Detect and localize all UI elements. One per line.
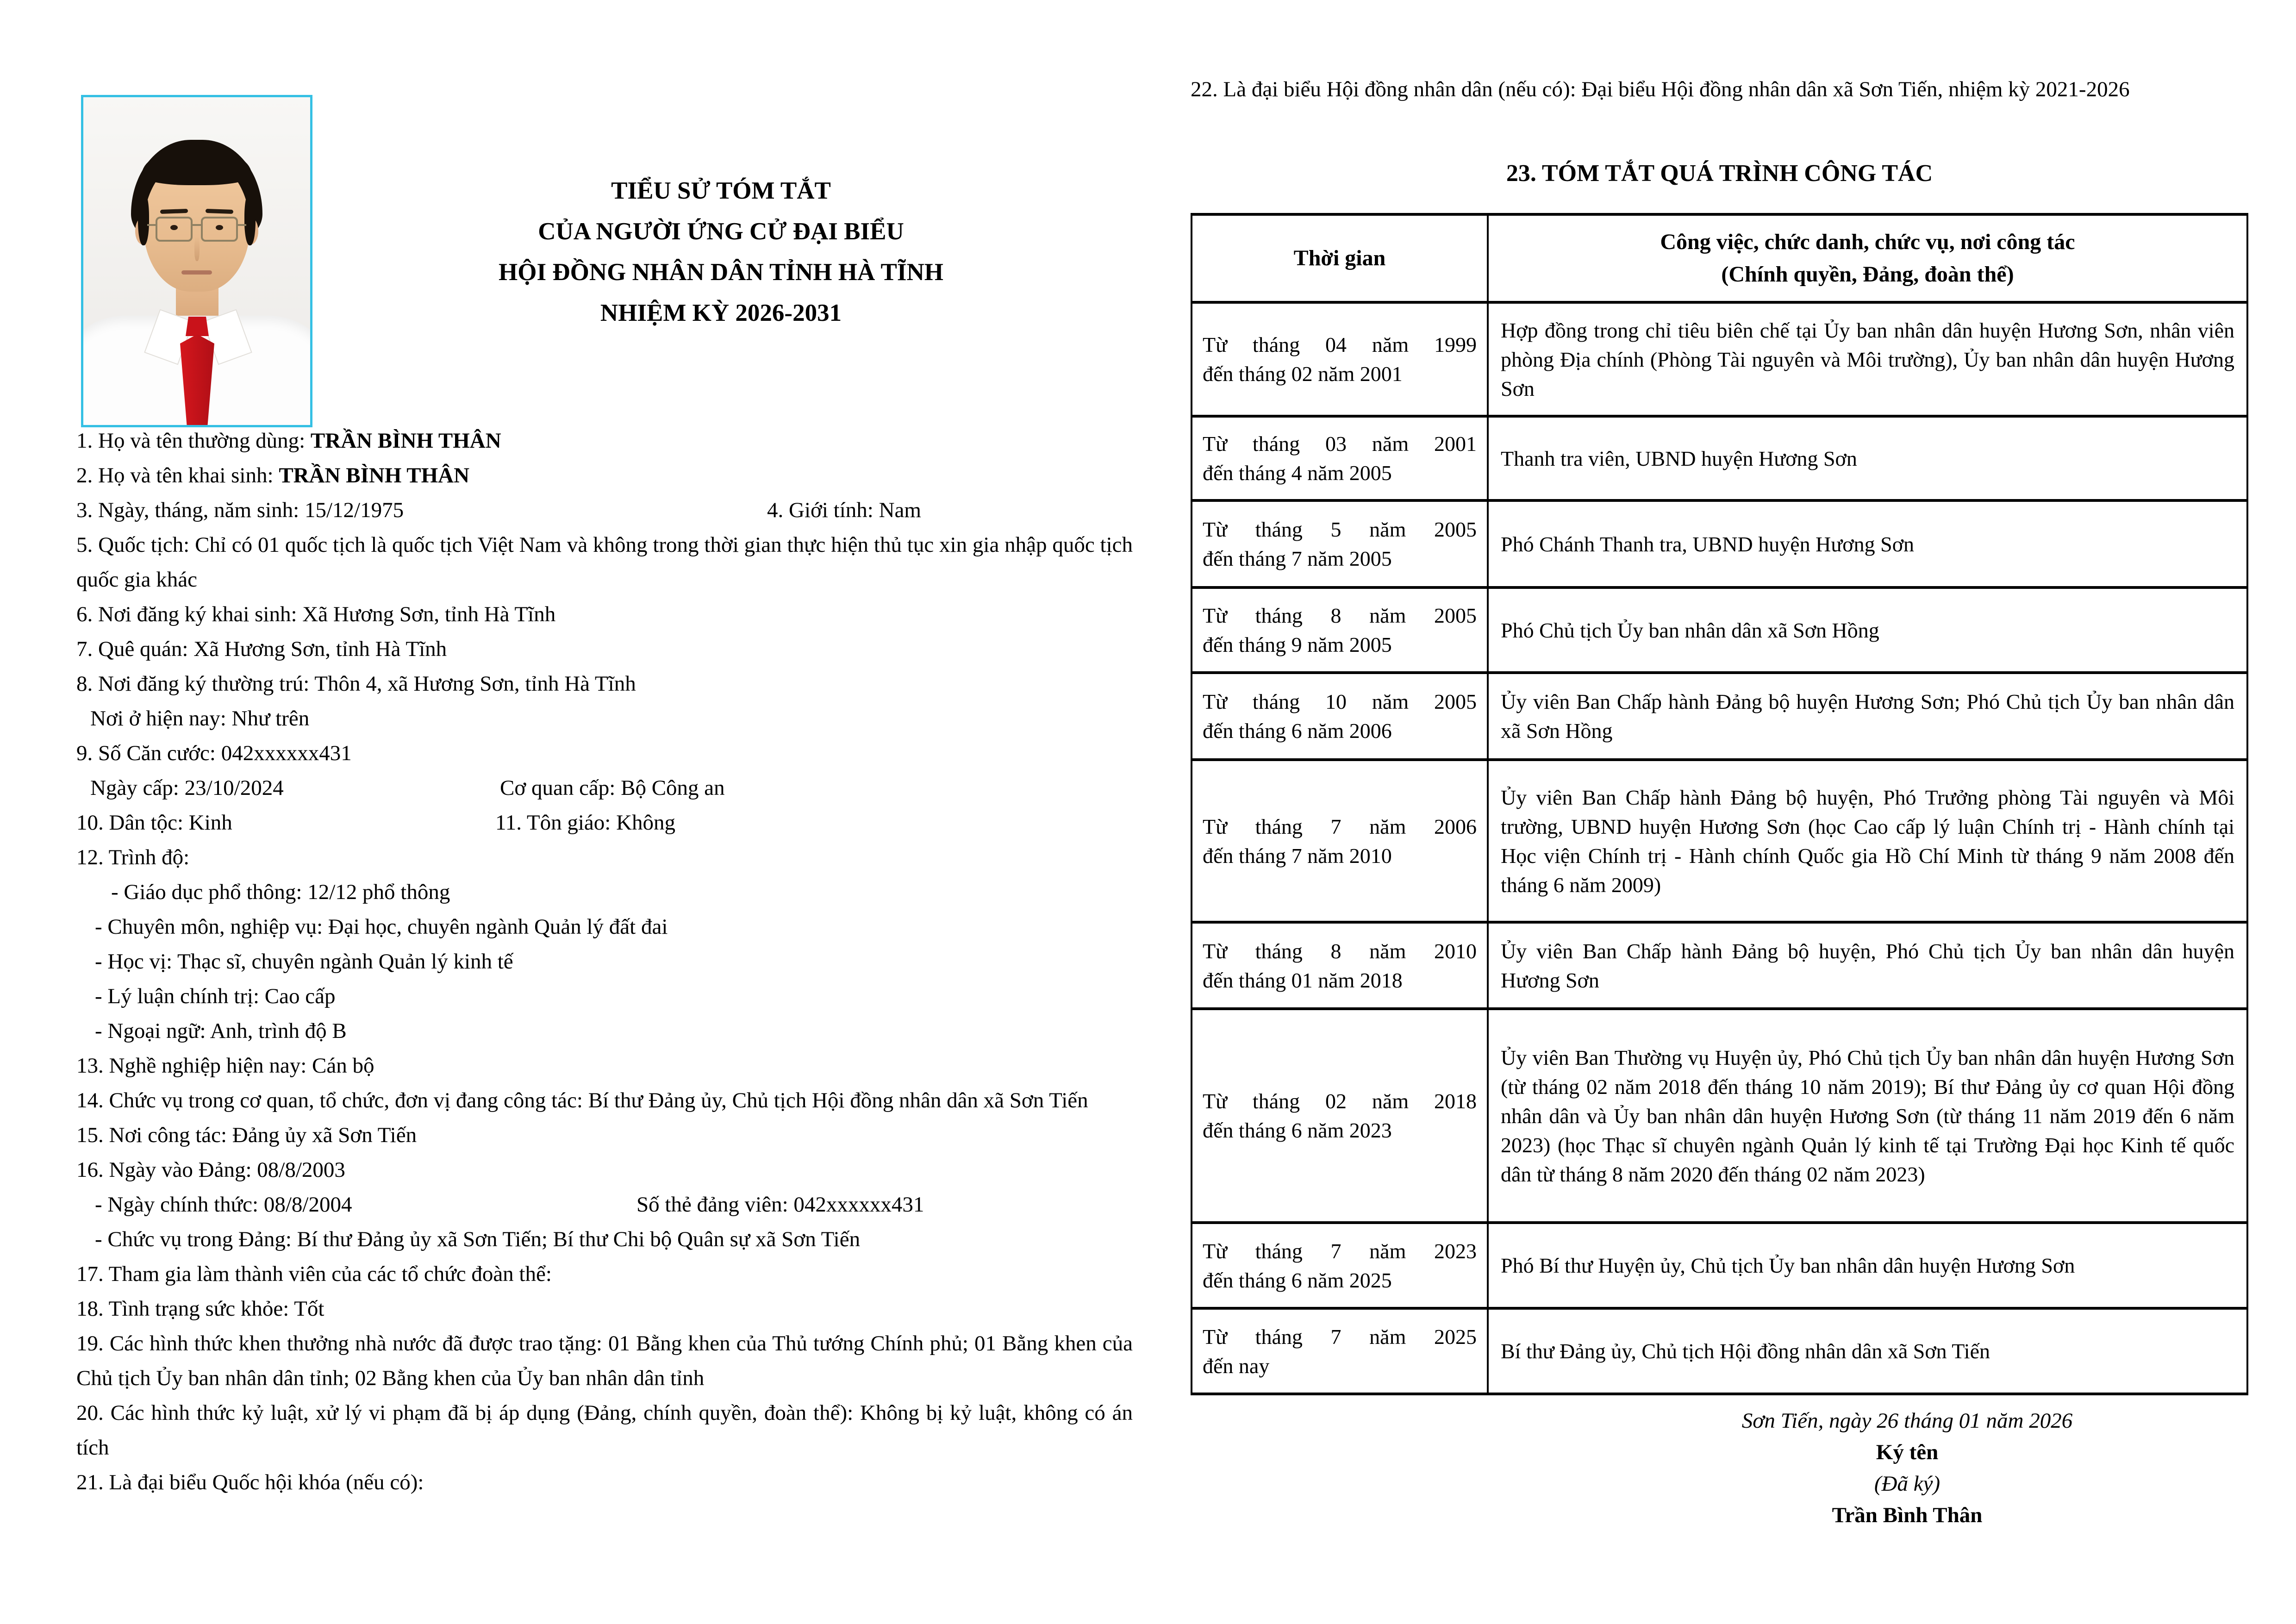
party-card-number: Số thẻ đảng viên: 042xxxxxx431	[636, 1193, 924, 1217]
career-time-cell	[1192, 1308, 1488, 1394]
portrait-eye-left	[170, 225, 178, 230]
item2-value: TRẦN BÌNH THÂN	[279, 463, 470, 487]
career-row	[1192, 1308, 2247, 1394]
profile-item-current-residence: Nơi ở hiện nay: Như trên	[90, 706, 310, 731]
time-line-2: đến tháng 02 năm 2001	[1203, 362, 1403, 386]
time-line-1: Từ tháng 03 năm 2001	[1203, 432, 1477, 456]
profile-item-party-position: - Chức vụ trong Đảng: Bí thư Đảng ủy xã Sơn Tiến; Bí thư Chi bộ Quân sự xã Sơn Tiến	[95, 1227, 861, 1251]
profile-item-birth-name	[76, 458, 1133, 493]
time-line-2: đến tháng 6 năm 2025	[1203, 1268, 1392, 1292]
portrait-hair-side-right	[244, 192, 256, 245]
profile-item-id-issue	[76, 771, 1133, 806]
career-time-cell	[1192, 1009, 1488, 1223]
portrait-tie-knot	[186, 317, 209, 336]
career-work-cell: Ủy viên Ban Chấp hành Đảng bộ huyện Hương Sơn; Phó Chủ tịch Ủy ban nhân dân xã Sơn Hồng	[1488, 673, 2247, 760]
signature-block	[1523, 1405, 2291, 1531]
career-time-cell	[1192, 587, 1488, 673]
profile-item-occupation: 13. Nghề nghiệp hiện nay: Cán bộ	[76, 1054, 374, 1078]
career-row	[1192, 760, 2247, 922]
profile-item-national-assembly: 21. Là đại biểu Quốc hội khóa (nếu có):	[76, 1470, 424, 1494]
time-line-2: đến tháng 6 năm 2023	[1203, 1118, 1392, 1142]
id-issue-agency: Cơ quan cấp: Bộ Công an	[500, 776, 725, 800]
profile-item-position: 14. Chức vụ trong cơ quan, tổ chức, đơn vị đang công tác: Bí thư Đảng ủy, Chủ tịch Hội đồng nhân dân xã Sơn Tiến	[76, 1088, 1088, 1112]
item4-gender: 4. Giới tính: Nam	[767, 498, 921, 522]
item3-dob: 3. Ngày, tháng, năm sinh: 15/12/1975	[76, 498, 404, 522]
item2-label: 2. Họ và tên khai sinh:	[76, 463, 279, 487]
profile-item-ethnic-religion	[76, 806, 1133, 840]
profile-item-birth-registration: 6. Nơi đăng ký khai sinh: Xã Hương Sơn, tỉnh Hà Tĩnh	[76, 602, 556, 626]
career-work-cell: Ủy viên Ban Chấp hành Đảng bộ huyện, Phó Trưởng phòng Tài nguyên và Môi trường, UBND huyện Hương Sơn (học Cao cấp lý luận Chính trị - Hành chính tại Học viện Chính trị - Hành chính Quốc gia Hồ Chí Minh từ tháng 9 năm 2008 đến tháng 6 năm 2009)	[1488, 760, 2247, 922]
signature-signer-name: Trần Bình Thân	[1832, 1503, 1983, 1527]
career-work-cell: Ủy viên Ban Chấp hành Đảng bộ huyện, Phó Chủ tịch Ủy ban nhân dân huyện Hương Sơn	[1488, 922, 2247, 1009]
time-line-2: đến tháng 01 năm 2018	[1203, 968, 1403, 992]
career-work-cell: Phó Bí thư Huyện ủy, Chủ tịch Ủy ban nhân dân huyện Hương Sơn	[1488, 1223, 2247, 1308]
item1-label: 1. Họ và tên thường dùng:	[76, 429, 311, 453]
col-header-time: Thời gian	[1192, 214, 1488, 302]
education-professional: - Chuyên môn, nghiệp vụ: Đại học, chuyên ngành Quản lý đất đai	[95, 915, 668, 939]
col-header-work	[1488, 214, 2247, 302]
time-line-1: Từ tháng 8 năm 2010	[1203, 939, 1477, 963]
profile-item-dob-gender	[76, 493, 1133, 528]
career-work-cell: Phó Chánh Thanh tra, UBND huyện Hương Sơn	[1488, 500, 2247, 587]
time-line-2: đến nay	[1203, 1354, 1270, 1378]
education-foreign-language: - Ngoại ngữ: Anh, trình độ B	[95, 1019, 347, 1043]
signature-sign-label: Ký tên	[1876, 1440, 1939, 1464]
career-time-cell	[1192, 416, 1488, 500]
education-political-theory: - Lý luận chính trị: Cao cấp	[95, 984, 336, 1008]
career-time-cell	[1192, 500, 1488, 587]
time-line-1: Từ tháng 7 năm 2023	[1203, 1239, 1477, 1263]
profile-item-education: 12. Trình độ:	[76, 845, 190, 869]
time-line-1: Từ tháng 8 năm 2005	[1203, 604, 1477, 627]
time-line-2: đến tháng 7 năm 2010	[1203, 843, 1392, 868]
career-time-cell	[1192, 1223, 1488, 1308]
profile-item-hometown: 7. Quê quán: Xã Hương Sơn, tỉnh Hà Tĩnh	[76, 637, 447, 661]
portrait-nose	[194, 236, 200, 261]
education-general: - Giáo dục phổ thông: 12/12 phổ thông	[111, 880, 450, 904]
career-table	[1191, 213, 2248, 1395]
time-line-2: đến tháng 6 năm 2006	[1203, 719, 1392, 743]
profile-item-permanent-residence: 8. Nơi đăng ký thường trú: Thôn 4, xã Hương Sơn, tỉnh Hà Tĩnh	[76, 672, 636, 696]
career-time-cell	[1192, 922, 1488, 1009]
time-line-2: đến tháng 9 năm 2005	[1203, 633, 1392, 656]
career-section-heading: 23. TÓM TẮT QUÁ TRÌNH CÔNG TÁC	[1506, 160, 1933, 187]
profile-item-awards: 19. Các hình thức khen thưởng nhà nước đã được trao tặng: 01 Bằng khen của Thủ tướng Chính phủ; 01 Bằng khen của Chủ tịch Ủy ban nhân dân tỉnh; 02 Bằng khen của Ủy ban nhân dân tỉnh	[76, 1331, 1133, 1390]
id-issue-date: Ngày cấp: 23/10/2024	[90, 776, 284, 800]
portrait-hair-side-left	[138, 192, 149, 245]
item11-religion: 11. Tôn giáo: Không	[495, 811, 676, 835]
time-line-1: Từ tháng 02 năm 2018	[1203, 1089, 1477, 1113]
profile-item-id-number: 9. Số Căn cước: 042xxxxxx431	[76, 741, 352, 765]
education-degree: - Học vị: Thạc sĩ, chuyên ngành Quản lý kinh tế	[95, 949, 513, 974]
career-time-cell	[1192, 760, 1488, 922]
title-line-1: TIỂU SỬ TÓM TẮT	[611, 177, 831, 204]
time-line-1: Từ tháng 7 năm 2025	[1203, 1324, 1477, 1349]
career-work-cell: Thanh tra viên, UBND huyện Hương Sơn	[1488, 416, 2247, 500]
signature-place-date: Sơn Tiến, ngày 26 tháng 01 năm 2026	[1741, 1409, 2073, 1433]
career-work-cell: Bí thư Đảng ủy, Chủ tịch Hội đồng nhân dân xã Sơn Tiến	[1488, 1308, 2247, 1394]
profile-item-workplace: 15. Nơi công tác: Đảng ủy xã Sơn Tiến	[76, 1123, 417, 1147]
profile-item-common-name	[76, 424, 1133, 458]
career-row	[1192, 1223, 2247, 1308]
portrait-illustration	[83, 97, 310, 425]
portrait-eye-right	[216, 225, 223, 230]
career-row	[1192, 1009, 2247, 1223]
signature-signed-note: (Đã ký)	[1874, 1472, 1940, 1496]
career-work-cell: Hợp đồng trong chỉ tiêu biên chế tại Ủy ban nhân dân huyện Hương Sơn, nhân viên phòng Địa chính (Phòng Tài nguyên và Môi trường), Ủy ban nhân dân huyện Hương Sơn	[1488, 302, 2247, 416]
col-header-work-line1: Công việc, chức danh, chức vụ, nơi công tác	[1660, 230, 2075, 254]
profile-item-party-official	[76, 1187, 1133, 1222]
career-row	[1192, 922, 2247, 1009]
time-line-2: đến tháng 4 năm 2005	[1203, 461, 1392, 485]
col-header-work-line2: (Chính quyền, Đảng, đoàn thể)	[1721, 262, 2014, 287]
career-row	[1192, 673, 2247, 760]
party-official-date: - Ngày chính thức: 08/8/2004	[95, 1193, 352, 1217]
profile-item-party-join-date: 16. Ngày vào Đảng: 08/8/2003	[76, 1158, 345, 1182]
time-line-1: Từ tháng 7 năm 2006	[1203, 814, 1477, 838]
profile-section	[76, 424, 1133, 1500]
title-line-3: HỘI ĐỒNG NHÂN DÂN TỈNH HÀ TĨNH	[499, 259, 943, 286]
portrait-hair-fringe	[142, 151, 252, 185]
glasses-temple-right	[237, 224, 246, 226]
title-line-4: NHIỆM KỲ 2026-2031	[600, 300, 842, 326]
item10-ethnicity: 10. Dân tộc: Kinh	[76, 811, 232, 835]
career-time-cell	[1192, 673, 1488, 760]
time-line-1: Từ tháng 10 năm 2005	[1203, 690, 1477, 713]
time-line-2: đến tháng 7 năm 2005	[1203, 547, 1392, 570]
career-row	[1192, 587, 2247, 673]
portrait-mouth	[181, 270, 212, 275]
glasses-temple-left	[147, 224, 156, 226]
profile-item-nationality: 5. Quốc tịch: Chỉ có 01 quốc tịch là quốc tịch Việt Nam và không trong thời gian thực hiện thủ tục xin gia nhập quốc tịch quốc gia khác	[76, 533, 1133, 592]
career-work-cell: Phó Chủ tịch Ủy ban nhân dân xã Sơn Hồng	[1488, 587, 2247, 673]
glasses-bridge	[192, 224, 202, 226]
career-row	[1192, 416, 2247, 500]
profile-item-peoples-council: 22. Là đại biểu Hội đồng nhân dân (nếu có): Đại biểu Hội đồng nhân dân xã Sơn Tiến, nhiệm kỳ 2021-2026	[1191, 77, 2130, 101]
time-line-1: Từ tháng 5 năm 2005	[1203, 518, 1477, 541]
document-title	[315, 170, 1127, 333]
career-time-cell	[1192, 302, 1488, 416]
profile-item-organizations: 17. Tham gia làm thành viên của các tổ chức đoàn thể:	[76, 1262, 552, 1286]
profile-item-health: 18. Tình trạng sức khỏe: Tốt	[76, 1297, 324, 1321]
career-row	[1192, 302, 2247, 416]
career-header-row	[1192, 214, 2247, 302]
career-work-cell: Ủy viên Ban Thường vụ Huyện ủy, Phó Chủ tịch Ủy ban nhân dân huyện Hương Sơn (từ tháng 02 năm 2018 đến tháng 10 năm 2019); Bí thư Đảng ủy cơ quan Hội đồng nhân dân và Ủy ban nhân dân huyện Hương Sơn (từ tháng 11 năm 2019 đến 6 năm 2023) (học Thạc sĩ chuyên ngành Quản lý kinh tế tại Trường Đại học Kinh tế quốc dân từ tháng 8 năm 2020 đến tháng 02 năm 2023)	[1488, 1009, 2247, 1223]
item1-value: TRẦN BÌNH THÂN	[310, 429, 501, 453]
title-line-2: CỦA NGƯỜI ỨNG CỬ ĐẠI BIỂU	[538, 218, 904, 245]
career-row	[1192, 500, 2247, 587]
time-line-1: Từ tháng 04 năm 1999	[1203, 333, 1477, 356]
candidate-photo	[81, 95, 312, 427]
profile-item-discipline: 20. Các hình thức kỷ luật, xử lý vi phạm đã bị áp dụng (Đảng, chính quyền, đoàn thể): Không bị kỷ luật, không có án tích	[76, 1401, 1133, 1460]
